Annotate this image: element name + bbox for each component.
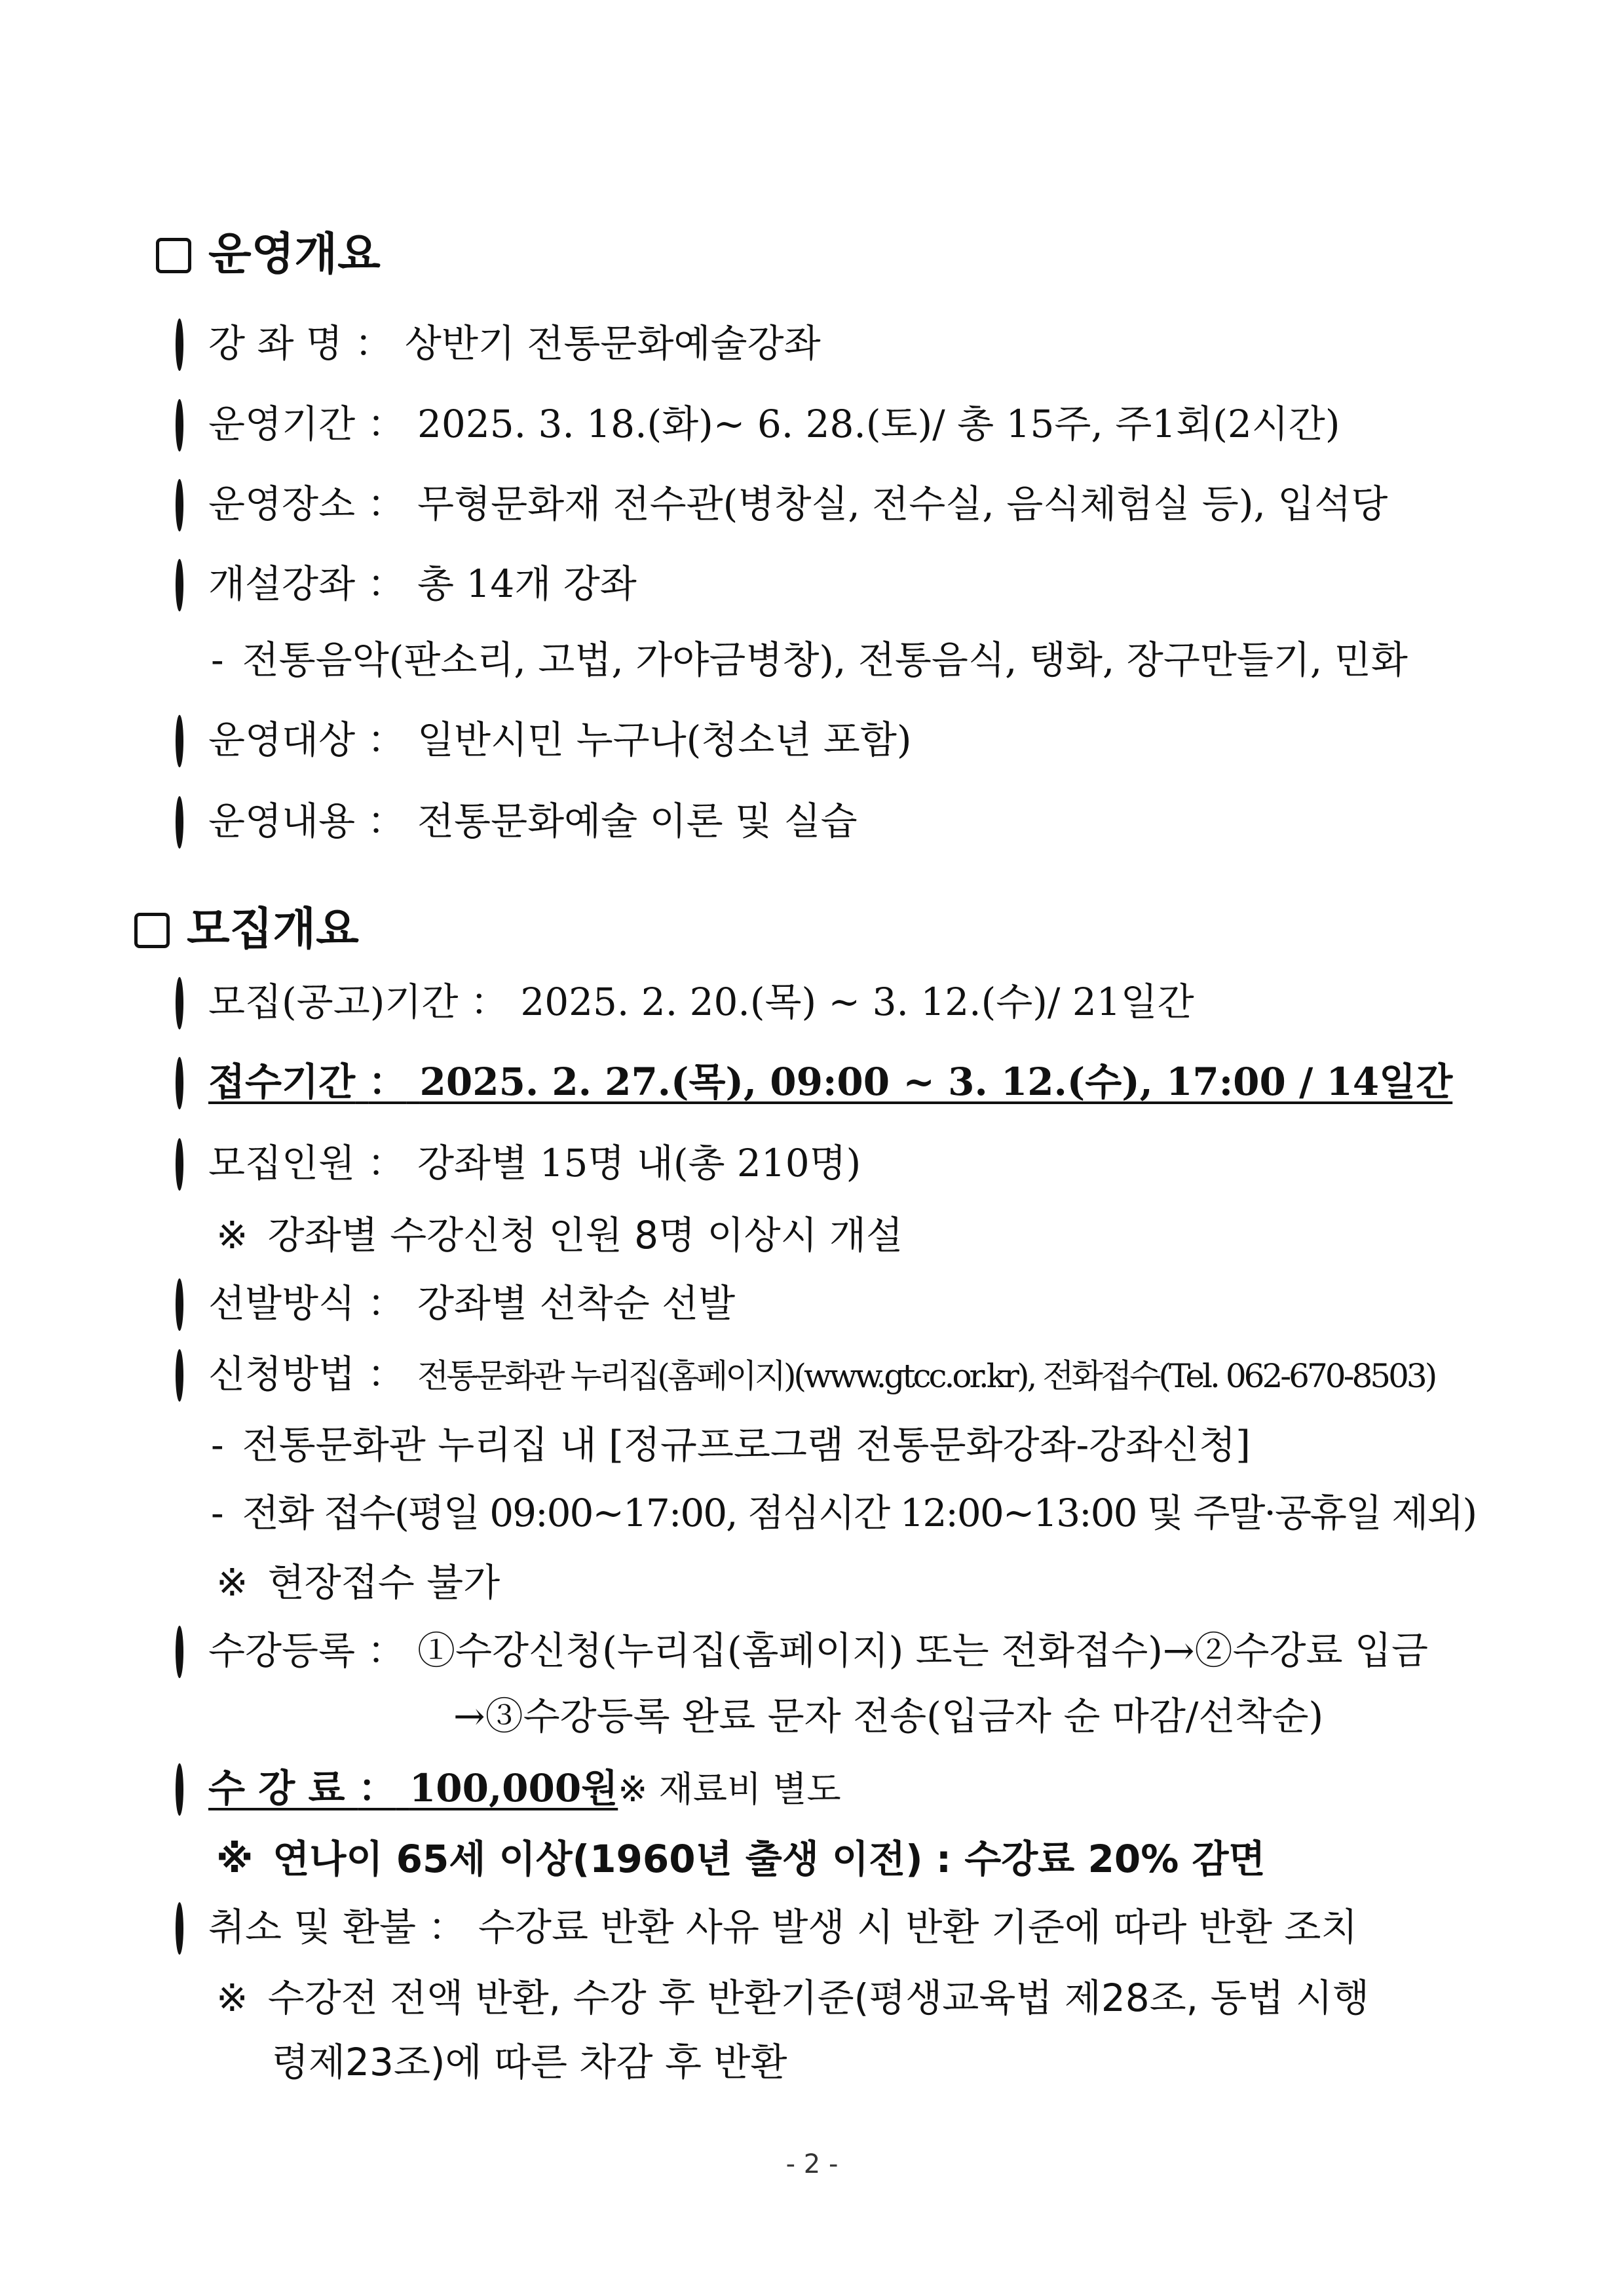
apply-note [216,1560,500,1605]
section-heading: 운영개요 [208,229,381,280]
course-list-text: 전통음악(판소리, 고법, 가야금병창), 전통음식, 탱화, 장구만들기, 민화 [242,638,1408,682]
item-label: 접수기간 [208,1060,356,1104]
item-sep: ： [367,799,406,843]
note-text-cont: 령제23조)에 따른 차감 후 반환 [272,2040,787,2084]
item-label: 강 좌 명 [208,321,343,366]
circle-bullet-icon [176,1138,183,1191]
item-label: 모집인원 [208,1141,356,1185]
list-item-registration [176,1628,1429,1673]
reference-mark: ※ [216,1976,248,2020]
section-heading: 모집개요 [187,904,359,955]
circle-bullet-icon [176,715,183,767]
list-item-recruit-count [176,1141,861,1185]
refund-note-continued [272,2040,787,2084]
reference-mark: ※ [216,1837,254,1881]
refund-note [216,1976,1370,2020]
list-item-announce-period [176,980,1194,1024]
item-sep: ： [367,562,406,606]
circle-bullet-icon [176,1057,183,1109]
circle-bullet-icon [176,977,183,1029]
reference-mark: ※ [216,1560,248,1605]
item-value: 100,000원 [409,1766,618,1810]
note-text: 수강전 전액 반환, 수강 후 반환기준(평생교육법 제28조, 동법 시행 [267,1976,1370,2020]
item-value: 2025. 2. 27.(목), 09:00 ~ 3. 12.(수), 17:00 / 14일간 [419,1060,1453,1104]
item-label: 운영기간 [208,402,356,446]
item-sep: ： [367,482,406,526]
item-label: 취소 및 환불 [208,1905,417,1949]
fee-discount-note [216,1837,1266,1881]
list-item-refund [176,1905,1358,1949]
dash-marker: - [211,1423,224,1467]
item-value-cont: →③수강등록 완료 문자 전송(입금자 순 마감/선착순) [453,1694,1324,1738]
item-sep: ： [367,1352,406,1396]
item-value: 전통문화관 누리집(홈페이지)(www.gtcc.or.kr), 전화접수(Tel. 062-670-8503) [417,1357,1435,1395]
item-sep: ： [367,1141,406,1185]
item-label: 운영내용 [208,799,356,843]
item-value: 강좌별 선착순 선발 [417,1281,736,1326]
sub-text: 전통문화관 누리집 내 [정규프로그램 전통문화강좌-강좌신청] [242,1423,1251,1467]
course-list [211,638,1408,682]
item-label: 운영장소 [208,482,356,526]
item-sep: ： [354,321,393,366]
item-sep: ： [367,718,406,762]
item-value: 무형문화재 전수관(병창실, 전수실, 음식체험실 등), 입석당 [417,482,1388,526]
circle-bullet-icon [176,1278,183,1331]
item-sep: ： [358,1766,396,1810]
item-value: 전통문화예술 이론 및 실습 [417,799,858,843]
dash-marker: - [211,1491,224,1535]
note-text: 강좌별 수강신청 인원 8명 이상시 개설 [267,1213,903,1257]
section-title-recruitment [134,904,359,955]
item-value: 일반시민 누구나(청소년 포함) [417,718,912,762]
circle-bullet-icon [176,1626,183,1678]
note-text: 연나이 65세 이상(1960년 출생 이전) : 수강료 20% 감면 [273,1837,1266,1881]
item-label: 수 강 료 [208,1766,345,1810]
recruit-note [216,1213,903,1257]
sub-text: 전화 접수(평일 09:00~17:00, 점심시간 12:00~13:00 및 주말·공휴일 제외) [242,1491,1477,1535]
checkbox-square-icon [156,238,191,273]
item-value: 상반기 전통문화예술강좌 [404,321,821,366]
list-item-period [176,402,1340,446]
list-item-course-name [176,321,821,366]
item-value: 2025. 3. 18.(화)~ 6. 28.(토)/ 총 15주, 주1회(2시간) [417,402,1340,446]
circle-bullet-icon [176,1349,183,1402]
list-item-selection [176,1281,736,1326]
list-item-apply-method [176,1352,1435,1396]
item-value: ①수강신청(누리집(홈페이지) 또는 전화접수)→②수강료 입금 [417,1628,1429,1673]
list-item-target [176,718,912,762]
item-label: 신청방법 [208,1352,356,1396]
circle-bullet-icon [176,318,183,371]
circle-bullet-icon [176,479,183,531]
page-number: - 2 - [785,2149,839,2179]
apply-sub-web [211,1423,1251,1467]
item-label: 운영대상 [208,718,356,762]
reference-mark: ※ [216,1213,248,1257]
apply-sub-phone [211,1491,1477,1535]
circle-bullet-icon [176,399,183,451]
circle-bullet-icon [176,559,183,611]
item-value: 총 14개 강좌 [417,562,637,606]
item-label: 선발방식 [208,1281,356,1326]
circle-bullet-icon [176,1902,183,1955]
item-value: 2025. 2. 20.(목) ~ 3. 12.(수)/ 21일간 [520,980,1194,1024]
item-value: 강좌별 15명 내(총 210명) [417,1141,861,1185]
section-title-operation [156,229,381,280]
note-text: 현장접수 불가 [267,1560,500,1605]
item-label: 개설강좌 [208,562,356,606]
item-label: 모집(공고)기간 [208,980,459,1024]
checkbox-square-icon [134,913,170,948]
list-item-venue [176,482,1388,526]
item-sep: ： [367,1628,406,1673]
circle-bullet-icon [176,796,183,849]
item-sep: ： [428,1905,466,1949]
item-label: 수강등록 [208,1628,356,1673]
dash-marker: - [211,638,224,682]
list-item-reception-period [176,1060,1453,1104]
registration-continued [453,1694,1324,1738]
item-sep: ： [367,1281,406,1326]
list-item-content [176,799,858,843]
list-item-courses [176,562,637,606]
list-item-fee [176,1766,841,1810]
item-value: 수강료 반환 사유 발생 시 반환 기준에 따라 반환 조치 [478,1905,1358,1949]
item-sep: ： [367,402,406,446]
item-sep: ： [368,1060,407,1104]
item-sep: ： [470,980,508,1024]
circle-bullet-icon [176,1763,183,1816]
fee-note: ※ 재료비 별도 [618,1769,841,1810]
